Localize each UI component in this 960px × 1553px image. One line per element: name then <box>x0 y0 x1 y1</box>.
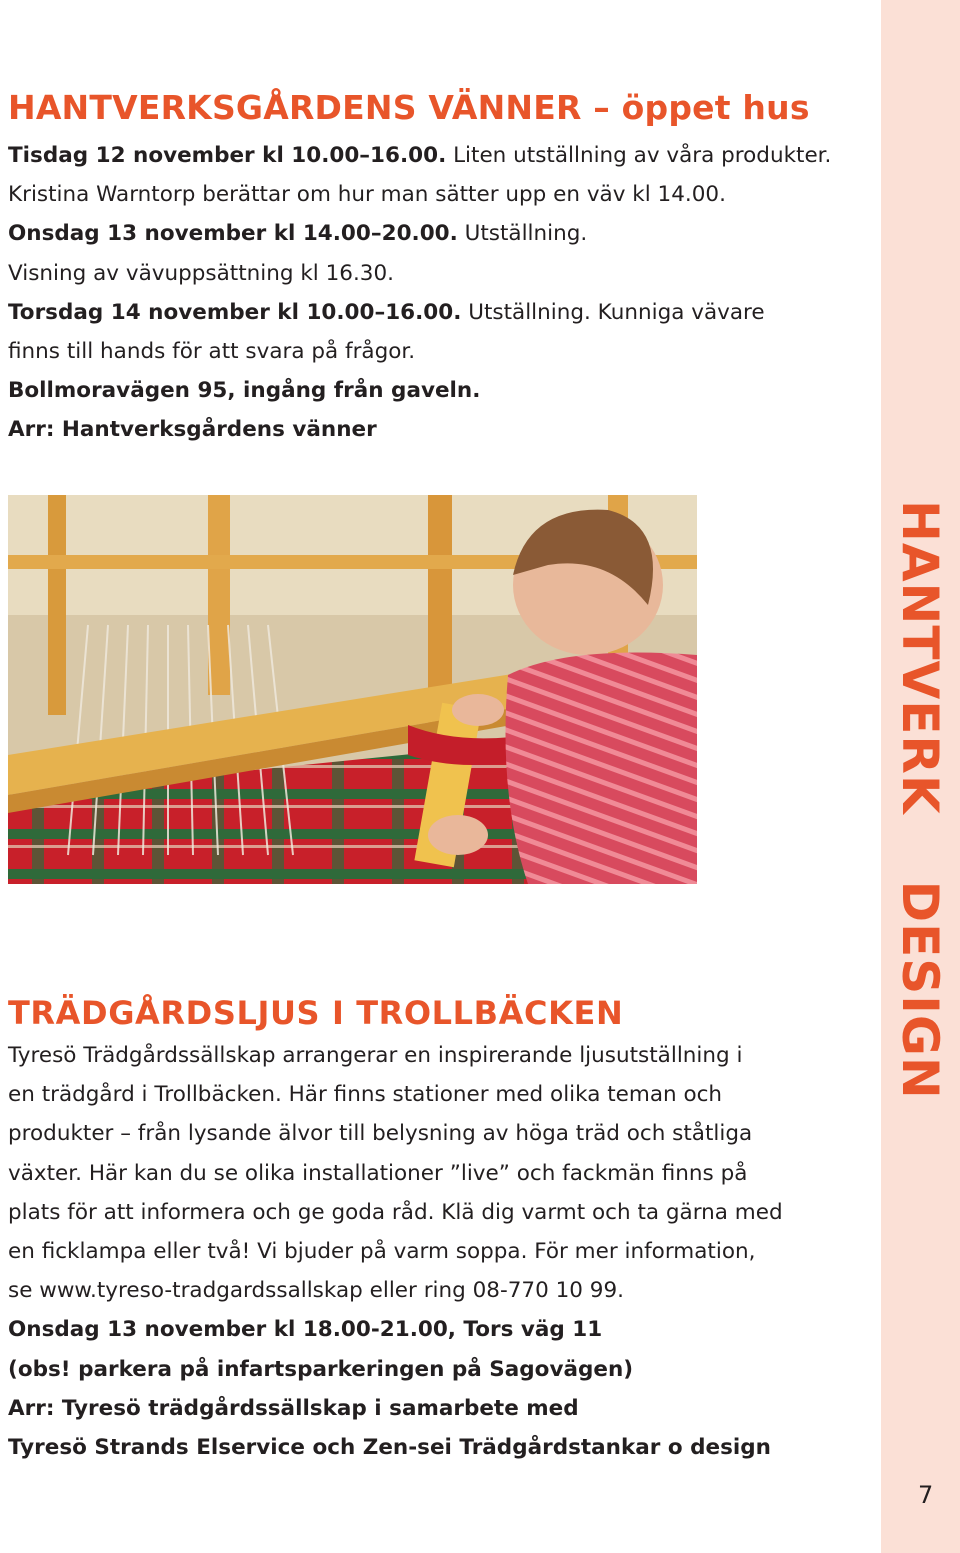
section2-body <box>8 1036 878 1467</box>
page-number: 7 <box>918 1481 934 1509</box>
section2-line: Tyresö Trädgårdssällskap arrangerar en inspirerande ljusutställning i <box>8 1043 743 1068</box>
section2-line: Tyresö Strands Elservice och Zen-sei Trädgårdstankar o design <box>8 1434 771 1460</box>
section2-title: TRÄDGÅRDSLJUS I TROLLBÄCKEN <box>8 994 624 1032</box>
section2-line: (obs! parkera på infartsparkeringen på Sagovägen) <box>8 1356 634 1382</box>
section1-line: finns till hands för att svara på frågor. <box>8 338 416 364</box>
section2-line: Arr: Tyresö trädgårdssällskap i samarbete med <box>8 1395 579 1421</box>
section1-line: Kristina Warntorp berättar om hur man sätter upp en väv kl 14.00. <box>8 182 726 208</box>
section2-line: plats för att informera och ge goda råd. Klä dig varmt och ta gärna med <box>8 1199 783 1225</box>
section1-line: Tisdag 12 november kl 10.00–16.00. Liten utställning av våra produkter. <box>8 143 832 168</box>
weaving-photo <box>8 495 697 884</box>
section2-line: växter. Här kan du se olika installationer ”live” och fackmän finns på <box>8 1160 748 1186</box>
section2-line: en trädgård i Trollbäcken. Här finns stationer med olika teman och <box>8 1082 723 1108</box>
section1-title: HANTVERKSGÅRDENS VÄNNER – öppet hus <box>8 88 810 127</box>
sidebar-vertical-heading <box>891 500 949 1100</box>
section1-line: Bollmoravägen 95, ingång från gaveln. <box>8 378 481 404</box>
section1-line: Torsdag 14 november kl 10.00–16.00. Utställning. Kunniga vävare <box>8 299 765 325</box>
section2-line: se www.tyreso-tradgardssallskap eller ring 08-770 10 99. <box>8 1278 624 1304</box>
section2-line: en ficklampa eller två! Vi bjuder på varm soppa. För mer information, <box>8 1238 756 1264</box>
sidebar-word-design: DESIGN <box>891 880 949 1100</box>
section1-line: Arr: Hantverksgårdens vänner <box>8 417 377 443</box>
photo-weaving-loom-icon <box>8 495 697 884</box>
section2-line: Onsdag 13 november kl 18.00-21.00, Tors väg 11 <box>8 1317 603 1343</box>
section1-body <box>8 136 868 450</box>
section1-line: Onsdag 13 november kl 14.00–20.00. Utställning. <box>8 221 588 247</box>
sidebar-word-hantverk: HANTVERK <box>891 500 949 815</box>
section2-line: produkter – från lysande älvor till belysning av höga träd och ståtliga <box>8 1121 753 1147</box>
section1-line: Visning av vävuppsättning kl 16.30. <box>8 260 394 286</box>
